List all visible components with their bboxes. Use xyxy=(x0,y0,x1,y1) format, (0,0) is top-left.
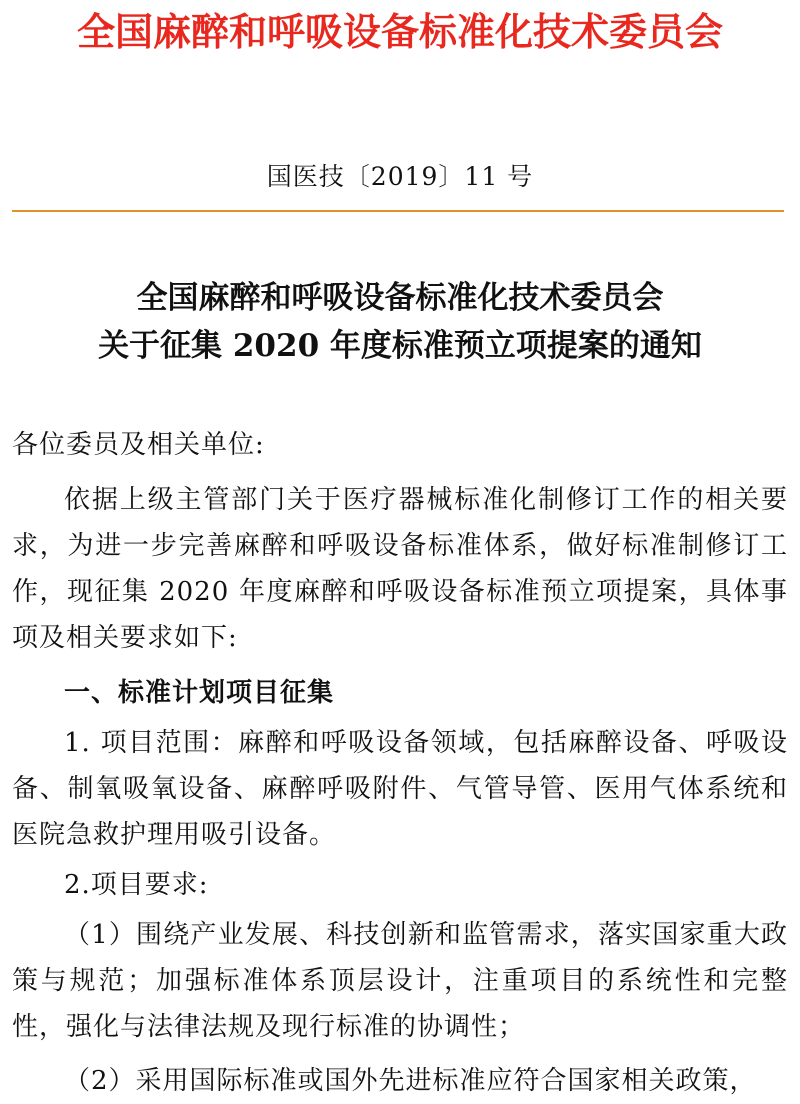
document-number: 国医技〔2019〕11 号 xyxy=(266,162,534,191)
item-2-heading: 2.项目要求: xyxy=(64,870,209,900)
item-2-1-paragraph: （1）围绕产业发展、科技创新和监管需求，落实国家重大政策与规范；加强标准体系顶层设计，注重项目的系统性和完整性，强化与法律法规及现行标准的协调性； xyxy=(12,920,788,1042)
section-heading-1: 一、标准计划项目征集 xyxy=(64,678,335,708)
org-header: 全国麻醉和呼吸设备标准化技术委员会 xyxy=(76,10,723,54)
title-line-1: 全国麻醉和呼吸设备标准化技术委员会 xyxy=(136,280,664,316)
item-1-paragraph: 1. 项目范围：麻醉和呼吸设备领域，包括麻醉设备、呼吸设备、制氧吸氧设备、麻醉呼吸附件、气管导管、医用气体系统和医院急救护理用吸引设备。 xyxy=(12,728,788,850)
item-2-2-paragraph: （2）采用国际标准或国外先进标准应符合国家相关政策， xyxy=(64,1066,757,1096)
header-divider xyxy=(12,210,784,212)
salutation: 各位委员及相关单位: xyxy=(12,430,265,460)
document-title xyxy=(0,274,800,370)
title-line-2: 关于征集 2020 年度标准预立项提案的通知 xyxy=(98,328,702,364)
intro-paragraph: 依据上级主管部门关于医疗器械标准化制修订工作的相关要求，为进一步完善麻醉和呼吸设备标准体系，做好标准制修订工作，现征集 2020 年度麻醉和呼吸设备标准预立项提案，具体事项及相关要求如下: xyxy=(12,485,788,653)
